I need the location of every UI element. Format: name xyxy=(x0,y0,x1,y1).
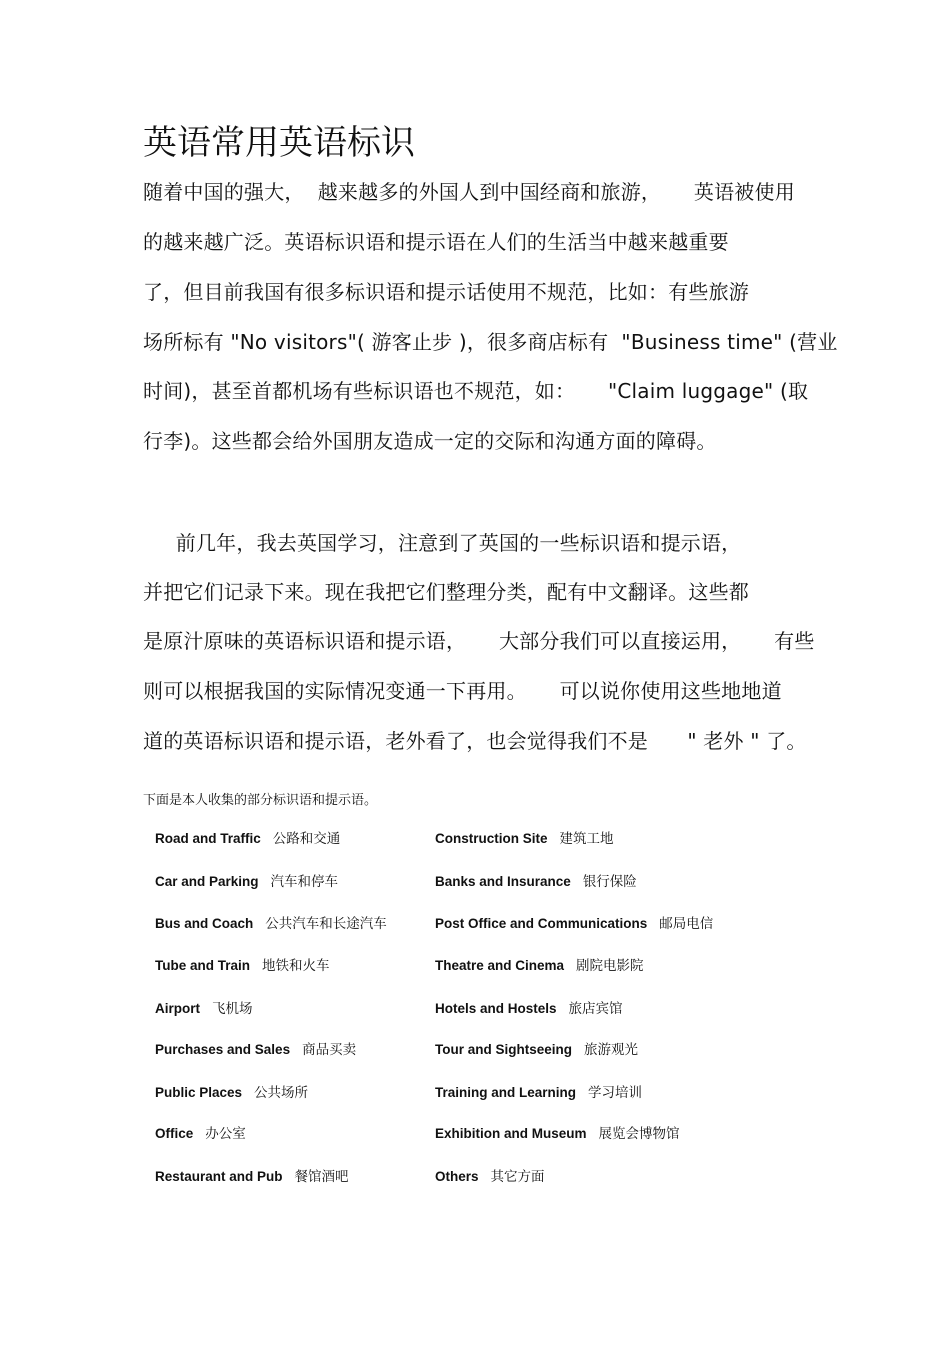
paragraph-line: 的越来越广泛。英语标识语和提示语在人们的生活当中越来越重要 xyxy=(143,230,729,254)
category-item: Car and Parking 汽车和停车 xyxy=(155,874,339,890)
category-item: Exhibition and Museum 展览会博物馆 xyxy=(435,1126,680,1142)
paragraph-line: 前几年，我去英国学习，注意到了英国的一些标识语和提示语， xyxy=(143,531,742,555)
category-item: Post Office and Communications 邮局电信 xyxy=(435,916,714,932)
category-item: Others 其它方面 xyxy=(435,1169,545,1185)
paragraph-line: 是原汁原味的英语标识语和提示语， 大部分我们可以直接运用， 有些 xyxy=(143,629,815,653)
category-item: Construction Site 建筑工地 xyxy=(435,831,614,847)
category-item: Tube and Train 地铁和火车 xyxy=(155,958,330,974)
paragraph-line: 场所标有 "No visitors"( 游客止步 )，很多商店标有 "Business time" (营业 xyxy=(143,330,838,354)
category-item: Tour and Sightseeing 旅游观光 xyxy=(435,1042,639,1058)
paragraph-line: 随着中国的强大， 越来越多的外国人到中国经商和旅游， 英语被使用 xyxy=(143,180,795,204)
category-item: Road and Traffic 公路和交通 xyxy=(155,831,341,847)
paragraph-line: 道的英语标识语和提示语，老外看了，也会觉得我们不是 " 老外 " 了。 xyxy=(143,729,807,753)
paragraph-line: 则可以根据我国的实际情况变通一下再用。 可以说你使用这些地地道 xyxy=(143,679,782,703)
category-item: Bus and Coach 公共汽车和长途汽车 xyxy=(155,916,387,932)
list-intro: 下面是本人收集的部分标识语和提示语。 xyxy=(143,793,378,808)
category-item: Banks and Insurance 银行保险 xyxy=(435,874,637,890)
category-item: Purchases and Sales 商品买卖 xyxy=(155,1042,357,1058)
category-item: Office 办公室 xyxy=(155,1126,246,1142)
paragraph-line: 并把它们记录下来。现在我把它们整理分类，配有中文翻译。这些都 xyxy=(143,580,749,604)
category-item: Theatre and Cinema 剧院电影院 xyxy=(435,958,644,974)
paragraph-line: 行李)。这些都会给外国朋友造成一定的交际和沟通方面的障碍。 xyxy=(143,429,717,453)
paragraph-line: 时间)，甚至首都机场有些标识语也不规范，如： "Claim luggage" (取 xyxy=(143,379,809,403)
category-item: Public Places 公共场所 xyxy=(155,1085,309,1101)
category-item: Restaurant and Pub 餐馆酒吧 xyxy=(155,1169,349,1185)
page-title: 英语常用英语标识 xyxy=(143,123,415,163)
paragraph-line: 了，但目前我国有很多标识语和提示话使用不规范，比如：有些旅游 xyxy=(143,280,749,304)
category-item: Airport 飞机场 xyxy=(155,1001,253,1017)
category-item: Training and Learning 学习培训 xyxy=(435,1085,643,1101)
category-item: Hotels and Hostels 旅店宾馆 xyxy=(435,1001,623,1017)
